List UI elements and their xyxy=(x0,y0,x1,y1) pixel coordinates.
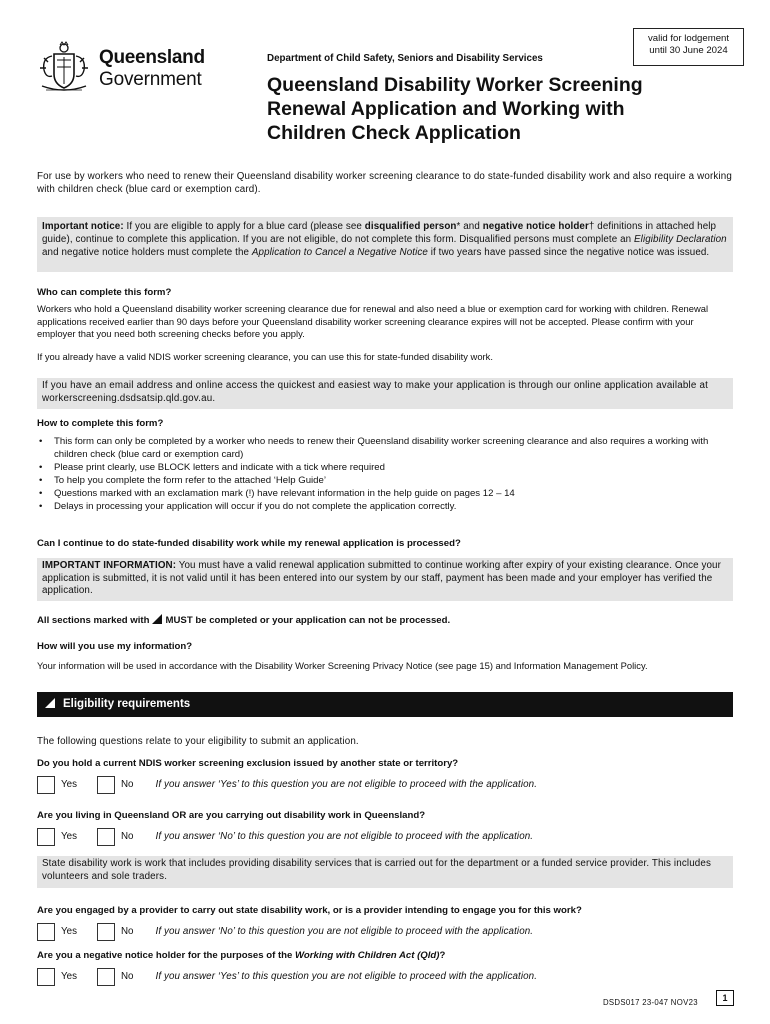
q2-answer-row xyxy=(37,828,533,846)
state-disability-work-box: State disability work is work that includes providing disability services that is carried out for the department or a funded service provider. This includes volunteers and sole traders. xyxy=(37,856,733,888)
notice-bold-negative: negative notice holder xyxy=(482,221,589,232)
important-information-box xyxy=(37,558,733,601)
question-ndis-exclusion: Do you hold a current NDIS worker screening exclusion issued by another state or territory? xyxy=(37,758,459,769)
yes-label: Yes xyxy=(61,926,77,938)
info-use-heading: How will you use my information? xyxy=(37,641,193,652)
notice-text-3: † definitions in attached help guide), continue to complete this application. If you are not eligible, do not complete this form. Disqualified persons must complete an xyxy=(42,221,717,246)
q1-note: If you answer ‘Yes’ to this question you are not eligible to proceed with the application. xyxy=(155,779,538,791)
q3-answer-row xyxy=(37,923,533,941)
question-engaged-by-provider: Are you engaged by a provider to carry out state disability work, or is a provider intending to engage you for this work? xyxy=(37,905,582,916)
no-label: No xyxy=(120,926,134,938)
logo-name-line-2: Government xyxy=(99,69,202,90)
question-living-in-queensland: Are you living in Queensland OR are you carrying out disability work in Queensland? xyxy=(37,810,426,821)
notice-italic-cancel: Application to Cancel a Negative Notice xyxy=(251,247,428,259)
q1-answer-row xyxy=(37,776,537,794)
notice-text-4: and negative notice holders must complete the xyxy=(42,247,252,259)
q3-no-checkbox[interactable] xyxy=(97,923,115,941)
yes-label: Yes xyxy=(61,831,77,843)
notice-bold-disqualified: disqualified person xyxy=(364,221,457,232)
title-line-1: Queensland Disability Worker Screening xyxy=(267,74,643,96)
q1-yes-checkbox[interactable] xyxy=(37,776,55,794)
no-label: No xyxy=(120,971,134,983)
online-application-box: If you have an email address and online access the quickest and easiest way to make your application is through our online application available at workerscreening.dsdsatsip.qld.gov.au. xyxy=(37,378,733,409)
important-information-text: You must have a valid renewal application submitted to continue working after expiry of your existing clearance. Once your application is submitted, it is not valid until it has been entered into our system by our staff, payment has been made and your employer has verified the application. xyxy=(42,560,721,597)
q4-text-before: Are you a negative notice holder for the purposes of the xyxy=(37,950,296,961)
no-label: No xyxy=(120,831,134,843)
q3-yes-checkbox[interactable] xyxy=(37,923,55,941)
mandatory-note-after: MUST be completed or your application can not be processed. xyxy=(165,615,451,626)
list-item: • To help you complete the form refer to the attached ‘Help Guide’ xyxy=(37,474,737,487)
queensland-government-logo xyxy=(36,40,216,96)
notice-text-5: if two years have passed since the negative notice was issued. xyxy=(427,247,710,259)
info-use-text: Your information will be used in accordance with the Disability Worker Screening Privacy Notice (see page 15) and Information Management Policy. xyxy=(37,660,648,671)
lodgement-line-2: until 30 June 2024 xyxy=(649,44,728,56)
who-paragraph-1: Workers who hold a Queensland disability worker screening clearance due for renewal and also need a blue or exemption card for working with children. Renewal applications received earlier than 90 days before your Queensland disability worker screening clearance expires will not be accepted. Please confirm with your employer that you need both screening checks before you apply. xyxy=(37,303,709,340)
eligibility-intro: The following questions relate to your eligibility to submit an application. xyxy=(37,736,359,747)
lodgement-line-1: valid for lodgement xyxy=(647,33,730,44)
form-title xyxy=(267,73,707,146)
continue-question: Can I continue to do state-funded disability work while my renewal application is processed? xyxy=(37,538,461,549)
list-item: • Please print clearly, use BLOCK letters and indicate with a tick where required xyxy=(37,461,737,474)
how-bullet-list xyxy=(37,435,737,513)
important-information-label: IMPORTANT INFORMATION: xyxy=(42,560,177,571)
important-notice-box xyxy=(37,217,733,272)
q3-note: If you answer ‘No’ to this question you are not eligible to proceed with the application. xyxy=(155,926,534,938)
intro-text: For use by workers who need to renew their Queensland disability worker screening clearance to do state-funded disability work and also require a working with children check (blue card or exemption card). xyxy=(37,171,732,196)
notice-italic-eligibility: Eligibility Declaration xyxy=(634,234,727,246)
eligibility-section-header xyxy=(37,692,733,717)
q4-act-name: Working with Children Act (Qld) xyxy=(295,950,440,961)
q1-no-checkbox[interactable] xyxy=(97,776,115,794)
who-heading: Who can complete this form? xyxy=(37,287,172,298)
important-notice-label: Important notice: xyxy=(42,221,124,232)
logo-name-line-1: Queensland xyxy=(99,47,205,68)
notice-text-1: If you are eligible to apply for a blue card (please see xyxy=(123,221,365,232)
page-number: 1 xyxy=(716,990,734,1006)
form-code: DSDS017 23-047 NOV23 xyxy=(603,998,698,1007)
q2-note: If you answer ‘No’ to this question you are not eligible to proceed with the application. xyxy=(155,831,534,843)
who-paragraph-2: If you already have a valid NDIS worker screening clearance, you can use this for state-funded disability work. xyxy=(37,351,493,362)
mandatory-note-before: All sections marked with xyxy=(37,615,150,626)
list-item: • Delays in processing your application will occur if you do not complete the application correctly. xyxy=(37,500,737,513)
yes-label: Yes xyxy=(61,971,77,983)
eligibility-title: Eligibility requirements xyxy=(63,698,191,710)
q4-answer-row xyxy=(37,968,537,986)
q2-yes-checkbox[interactable] xyxy=(37,828,55,846)
department-name: Department of Child Safety, Seniors and Disability Services xyxy=(267,53,543,64)
q2-no-checkbox[interactable] xyxy=(97,828,115,846)
question-negative-notice-holder xyxy=(37,950,445,963)
mandatory-sections-note xyxy=(37,614,450,628)
title-line-2: Renewal Application and Working with xyxy=(267,98,625,121)
mandatory-marker-icon xyxy=(45,698,55,708)
yes-label: Yes xyxy=(61,779,77,791)
q4-yes-checkbox[interactable] xyxy=(37,968,55,986)
mandatory-marker-icon xyxy=(152,614,162,624)
list-item: • This form can only be completed by a worker who needs to renew their Queensland disability worker screening clearance and also requires a working with children check (blue card or exemption card) xyxy=(37,435,737,461)
no-label: No xyxy=(120,779,134,791)
coat-of-arms-icon xyxy=(36,40,92,96)
notice-text-2: * and xyxy=(456,221,483,232)
how-heading: How to complete this form? xyxy=(37,418,164,429)
title-line-3: Children Check Application xyxy=(267,122,521,145)
lodgement-validity-box xyxy=(633,28,744,66)
list-item: • Questions marked with an exclamation mark (!) have relevant information in the help guide on pages 12 – 14 xyxy=(37,487,737,500)
q4-note: If you answer ‘Yes’ to this question you are not eligible to proceed with the application. xyxy=(155,971,538,983)
q4-no-checkbox[interactable] xyxy=(97,968,115,986)
q4-text-after: ? xyxy=(439,950,446,961)
